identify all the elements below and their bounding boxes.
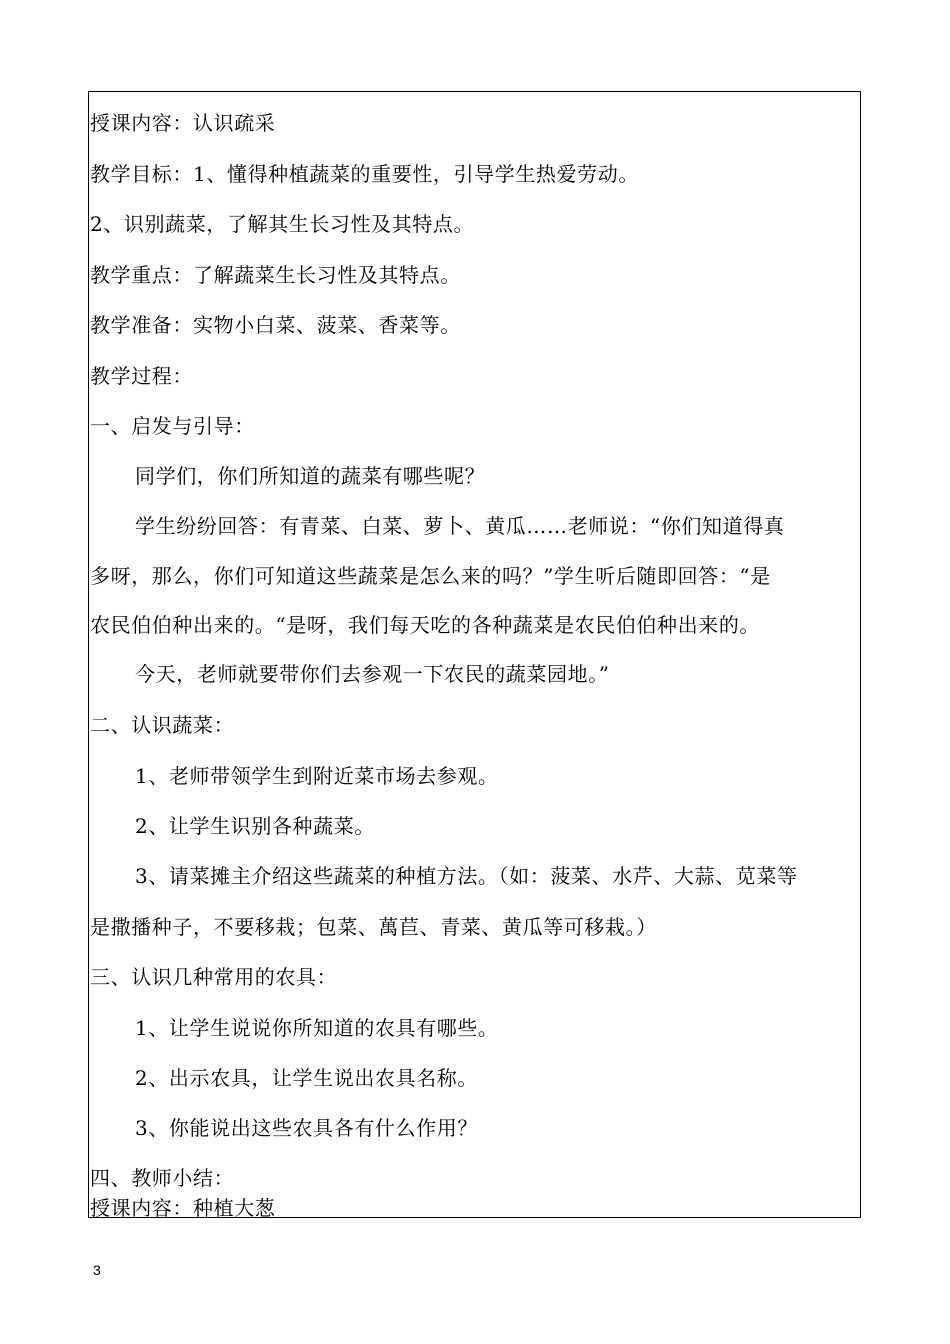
teaching-preparation-line: 教学准备：实物小白菜、菠菜、香菜等。 xyxy=(90,313,461,337)
list-item: 1、老师带领学生到附近菜市场去参观。 xyxy=(135,764,499,788)
list-item: 3、你能说出这些农具各有什么作用？ xyxy=(135,1116,478,1140)
paragraph-line: 同学们，你们所知道的蔬菜有哪些呢？ xyxy=(135,464,486,488)
teaching-process-heading: 教学过程： xyxy=(90,364,193,388)
list-item-continuation: 是撒播种子，不要移栽；包菜、萬苣、青菜、黄瓜等可移栽。） xyxy=(90,915,657,939)
paragraph-line: 多呀，那么，你们可知道这些蔬菜是怎么来的吗？”学生听后随即回答：“是 xyxy=(90,564,771,588)
list-item: 1、让学生说说你所知道的农具有哪些。 xyxy=(135,1016,499,1040)
section-heading-1: 一、启发与引导： xyxy=(90,414,255,438)
list-item: 3、请菜摊主介绍这些蔬菜的种植方法。（如：菠菜、水芹、大蒜、苋菜等 xyxy=(135,864,798,888)
teaching-focus-line: 教学重点：了解蔬菜生长习性及其特点。 xyxy=(90,263,461,287)
page-number: 3 xyxy=(93,1262,101,1278)
paragraph-line: 学生纷纷回答：有青菜、白菜、萝卜、黄瓜……老师说：“你们知道得真 xyxy=(135,514,785,538)
section-heading-3: 三、认识几种常用的农具： xyxy=(90,965,338,989)
teaching-goal-line: 教学目标：1、懂得种植蔬菜的重要性，引导学生热爱劳动。 xyxy=(90,162,639,186)
next-lesson-topic-line: 授课内容：种植大葱 xyxy=(90,1196,276,1220)
lesson-topic-line: 授课内容：认识疏采 xyxy=(90,111,276,135)
list-item: 2、让学生识别各种蔬菜。 xyxy=(135,814,375,838)
section-heading-2: 二、认识蔬菜： xyxy=(90,713,235,737)
paragraph-line: 今天，老师就要带你们去参观一下农民的蔬菜园地。” xyxy=(135,662,610,686)
paragraph-line: 农民伯伯种出来的。“是呀，我们每天吃的各种蔬菜是农民伯伯种出来的。 xyxy=(90,613,761,637)
list-item: 2、出示农具，让学生说出农具名称。 xyxy=(135,1066,478,1090)
section-heading-4: 四、教师小结： xyxy=(90,1166,235,1190)
lesson-table-frame xyxy=(88,91,861,1218)
teaching-goal-line-2: 2、识别蔬菜，了解其生长习性及其特点。 xyxy=(90,212,475,236)
